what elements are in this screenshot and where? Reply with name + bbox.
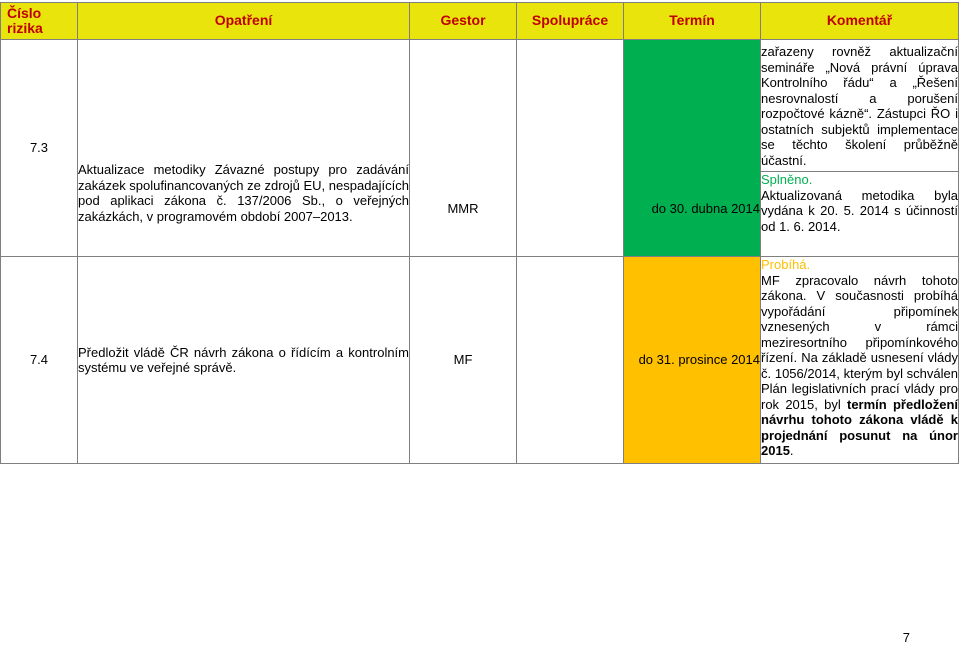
guarantor-cell: MF bbox=[410, 257, 517, 464]
table-row bbox=[1, 257, 959, 464]
header-measure: Opatření bbox=[78, 3, 410, 40]
page-number: 7 bbox=[902, 630, 910, 645]
comment-bold-text: termín předložení návrhu tohoto zákona vládě k projednání posunut na únor 2015 bbox=[761, 396, 958, 458]
header-term: Termín bbox=[624, 3, 761, 40]
table-row bbox=[1, 40, 959, 172]
risk-number-cell: 7.4 bbox=[1, 257, 78, 464]
continuation-comment: zařazeny rovněž aktualizační semináře „Nová právní úprava Kontrolního řádu“ a „Řešení nesrovnalostí a porušení rozpočtové kázně“. Zástupci ŘO i ostatních subjektů implementace se těchto školení průběžně účastní. bbox=[761, 44, 958, 168]
comment-text: MF zpracovalo návrh tohoto zákona. V současnosti probíhá vypořádání připomínek vznesených v rámci meziresortního připomínkového řízení. Na základě usnesení vlády č. 1056/2014, kterým byl schválen Plán legislativních prací vlády pro rok 2015, byl bbox=[761, 272, 958, 412]
comment-text: Aktualizovaná metodika byla vydána k 20. 5. 2014 s účinností od 1. 6. 2014. bbox=[761, 187, 958, 234]
term-cell: do 30. dubna 2014 bbox=[624, 40, 761, 257]
status-label: Probíhá. bbox=[761, 257, 811, 272]
header-cooperation: Spolupráce bbox=[517, 3, 624, 40]
header-guarantor: Gestor bbox=[410, 3, 517, 40]
comment-cell bbox=[761, 257, 959, 464]
continuation-comment-cell bbox=[761, 40, 959, 172]
risk-table bbox=[0, 2, 959, 464]
term-cell: do 31. prosince 2014 bbox=[624, 257, 761, 464]
cooperation-cell bbox=[517, 257, 624, 464]
guarantor-cell: MMR bbox=[410, 40, 517, 257]
header-comment: Komentář bbox=[761, 3, 959, 40]
table-header-row bbox=[1, 3, 959, 40]
measure-cell: Aktualizace metodiky Závazné postupy pro zadávání zakázek spolufinancovaných ze zdrojů EU, nespadajících pod aplikaci zákona č. 137/2006 Sb., o veřejných zakázkách, v programovém období 2007–2013. bbox=[78, 40, 410, 257]
comment-cell bbox=[761, 172, 959, 257]
status-label: Splněno. bbox=[761, 172, 813, 187]
measure-cell: Předložit vládě ČR návrh zákona o řídícím a kontrolním systému ve veřejné správě. bbox=[78, 257, 410, 464]
comment-end: . bbox=[789, 443, 794, 458]
cooperation-cell bbox=[517, 40, 624, 257]
header-risk-number: Číslo rizika bbox=[1, 3, 78, 40]
risk-number-cell: 7.3 bbox=[1, 40, 78, 257]
